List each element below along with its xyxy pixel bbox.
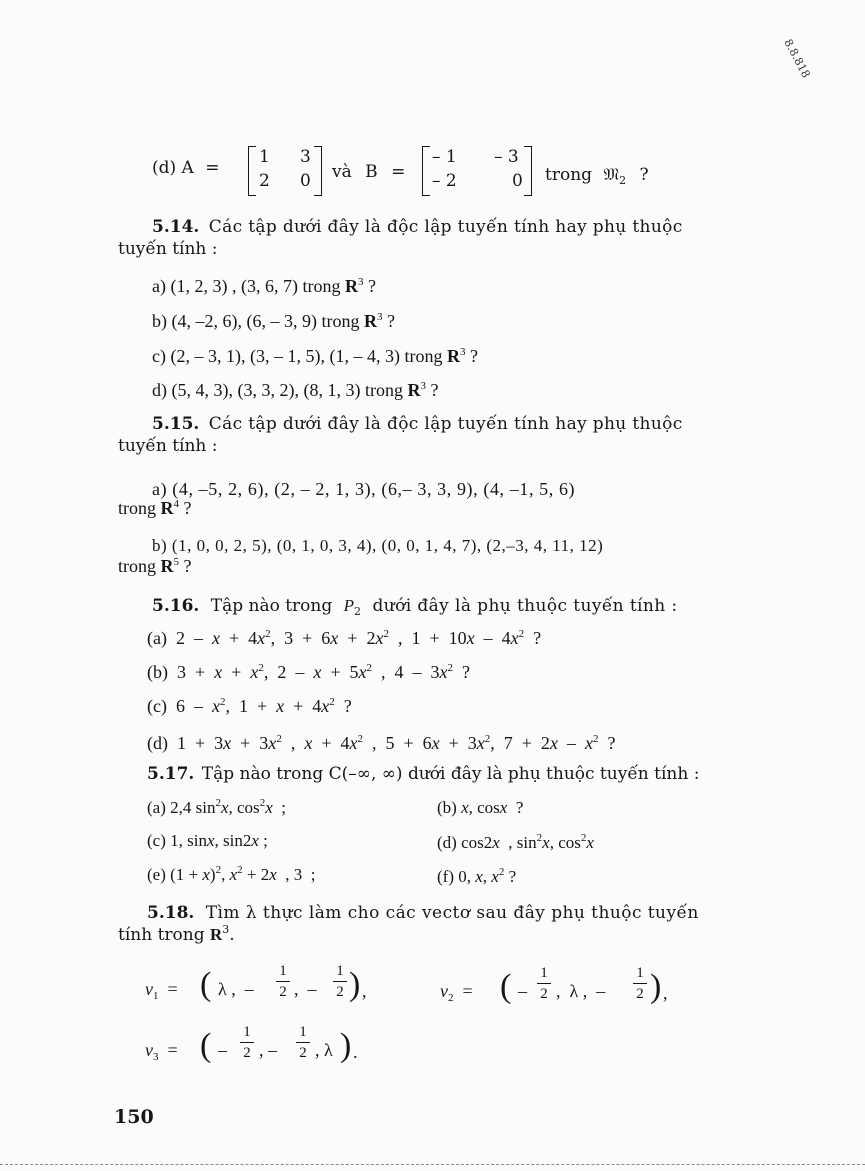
ex-5-15-intro: 5.15. Các tập dưới đây là độc lập tuyến tính hay phụ thuộc [152,414,683,434]
v2-open-paren: ( [500,968,512,1005]
ex-5-15-a: a) (4, –5, 2, 6), (2, – 2, 1, 3), (6,– 3, 3, 9), (4, –1, 5, 6) [152,479,576,499]
v2-lambda: , λ , – [556,981,606,1001]
matrix-b: – 1 – 3 – 2 0 [422,146,532,196]
ex-5-16-a: (a) $2 - x + 4x^2$, $3 + 6x + 2x^2$ , $1 + 10x - 4x^2$ ? [147,628,542,648]
v1-frac-2: 1 2 [333,962,347,1001]
ex-5-16-c: (c) $6 - x^2$, $1 + x + 4x^2$ ? [147,696,352,716]
ex-5-17-f: (f) 0, x, $x^2$ ? [437,866,517,886]
ex-5-14-d: d) (5, 4, 3), (3, 3, 2), (8, 1, 3) trong $R^3$ ? [152,380,439,400]
v3-minus: – [218,1040,227,1060]
v1-sep: , – [294,979,317,999]
stamp-mark: 8.8.818 [781,36,813,81]
v2-close-paren: ) [650,968,662,1005]
part-d-space: trong 𝔐$_2$ ? [545,165,649,187]
ex-5-15-intro-cont: tuyến tính : [118,436,218,456]
matrix-a: 1 3 2 0 [248,146,322,196]
v1-open-paren: ( [200,966,212,1003]
v3-sep: , – [259,1040,277,1060]
ex-5-17-a: (a) 2,4 $\sin^2x$, $\cos^2x$ ; [147,797,286,817]
ex-5-15-a-cont: trong $R^4$ ? [118,498,192,518]
ex-5-17-intro: 5.17. Tập nào trong C(–∞, ∞) dưới đây là phụ thuộc tuyến tính : [147,764,700,784]
ex-5-16-d: (d) $1 + 3x + 3x^2$ , $x + 4x^2$ , $5 + 6x + 3x^2$, $7 + 2x - x^2$ ? [147,733,616,753]
v2-frac-2: 1 2 [633,964,647,1003]
ex-5-18-intro: 5.18. Tìm λ thực làm cho các vectơ sau đây phụ thuộc tuyến [147,903,699,923]
bottom-rule [0,1164,865,1165]
ex-5-16-intro: 5.16. Tập nào trong $P_2$ dưới đây là phụ thuộc tuyến tính : [152,596,678,618]
v1-frac-1: 1 2 [276,962,290,1001]
v3-period: . [353,1042,358,1062]
ex-5-14-intro: 5.14. Các tập dưới đây là độc lập tuyến tính hay phụ thuộc [152,217,683,237]
ex-5-15-b: b) (1, 0, 0, 2, 5), (0, 1, 0, 3, 4), (0, 0, 1, 4, 7), (2,–3, 4, 11, 12) [152,536,604,555]
vector-v1-label: $v_1$ = [145,979,178,1002]
v2-frac-1: 1 2 [537,964,551,1003]
v3-lambda: , λ [315,1040,333,1060]
v1-comma: , [362,981,367,1001]
v3-frac-1: 1 2 [240,1023,254,1062]
ex-5-14-a: a) (1, 2, 3) , (3, 6, 7) trong $R^3$ ? [152,276,376,296]
ex-5-14-b: b) (4, –2, 6), (6, – 3, 9) trong $R^3$ ? [152,311,395,331]
ex-5-14-intro-cont: tuyến tính : [118,239,218,259]
v2-comma: , [663,983,668,1003]
ex-5-16-b: (b) $3 + x + x^2$, $2 - x + 5x^2$ , $4 - 3x^2$ ? [147,662,470,682]
page-number: 150 [114,1106,154,1128]
v1-lambda: λ , – [218,979,254,999]
vector-v2-label: $v_2$ = [440,981,473,1004]
ex-5-15-b-cont: trong $R^5$ ? [118,556,192,576]
ex-5-17-d: (d) cos2x , $\sin^2x$, $\cos^2x$ [437,832,594,852]
ex-5-17-b: (b) x, cosx ? [437,798,524,817]
ex-5-18-intro-cont: tính trong $R^3$. [118,923,235,945]
v3-frac-2: 1 2 [296,1023,310,1062]
v2-minus: – [518,981,527,1001]
ex-5-14-c: c) (2, – 3, 1), (3, – 1, 5), (1, – 4, 3) trong $R^3$ ? [152,346,478,366]
vector-v3-label: $v_3$ = [145,1040,178,1063]
ex-5-17-e: (e) $(1 + x)^2$, $x^2 + 2x$ , 3 ; [147,864,316,884]
v1-close-paren: ) [349,966,361,1003]
v3-open-paren: ( [200,1027,212,1064]
part-d-label: (d) A = [152,158,220,178]
v3-close-paren: ) [340,1027,352,1064]
part-d-and: và B = [332,162,406,182]
ex-5-17-c: (c) 1, sinx, sin2x ; [147,831,268,850]
